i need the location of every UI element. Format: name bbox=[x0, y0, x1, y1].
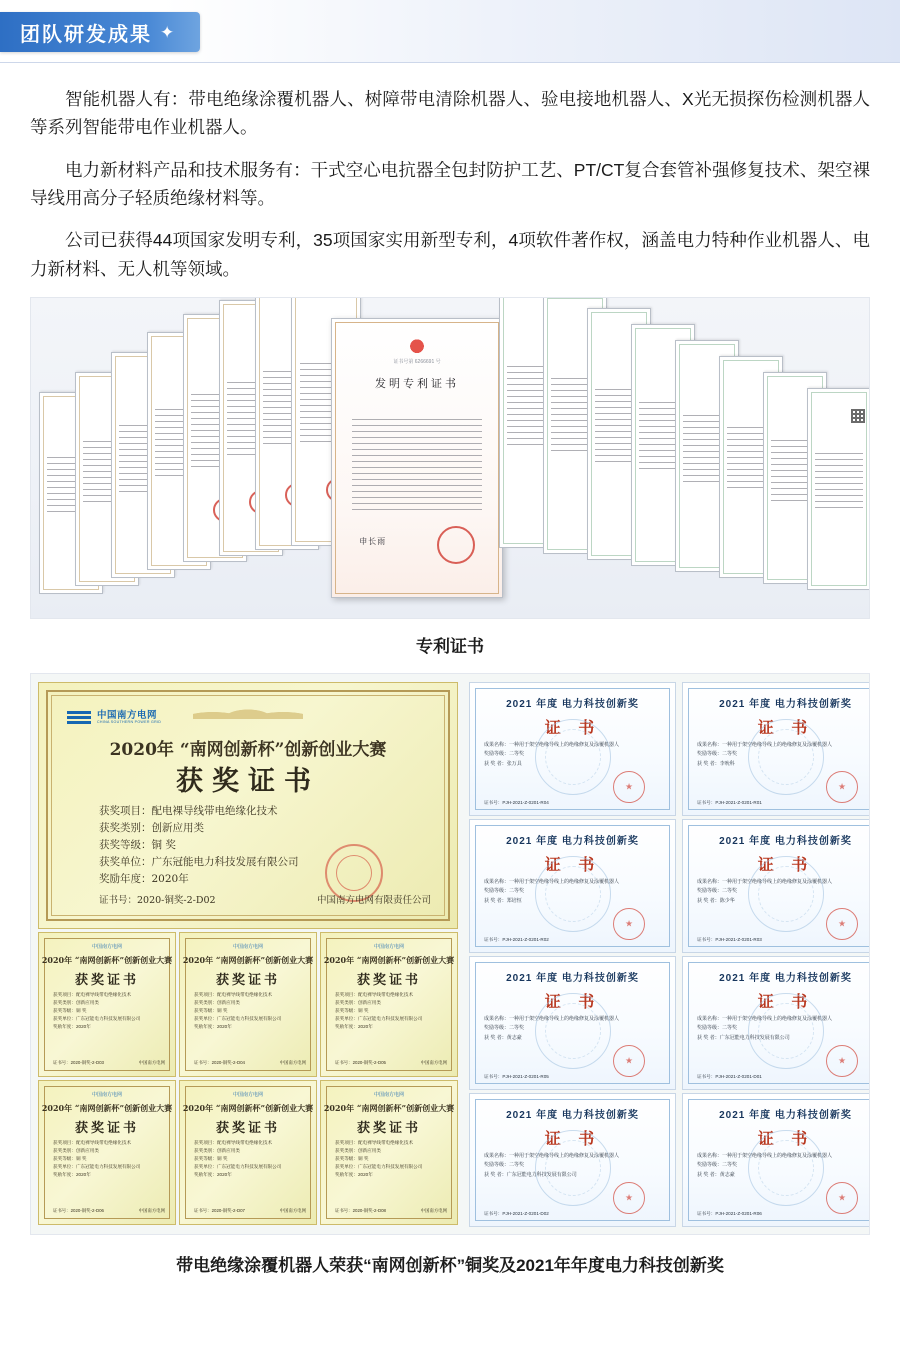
award-certificate-small bbox=[38, 1080, 176, 1225]
award-field-category: 获奖类别：创新应用类 bbox=[335, 1000, 381, 1006]
red-seal-icon bbox=[613, 1182, 645, 1214]
tech-award-fields bbox=[697, 1152, 832, 1180]
award-certificate-title: 获奖证书 bbox=[215, 1121, 280, 1137]
award-fields bbox=[99, 803, 299, 888]
tech-field-grade: 奖励等级：二等奖 bbox=[484, 1025, 525, 1032]
tech-award-title: 证 书 bbox=[544, 992, 601, 1012]
award-contest-name: 2020年 “南网创新杯”创新创业大赛 bbox=[109, 740, 387, 761]
tech-award-number: 证书号：PJH-2021-Z-0201-R04 bbox=[484, 800, 549, 806]
paragraph-patents-summary: 公司已获得44项国家发明专利，35项国家实用新型专利，4项软件著作权，涵盖电力特种作业机器人、电力新材料、无人机等领域。 bbox=[30, 230, 870, 279]
tech-field-recipient: 获 奖 者：陈少华 bbox=[697, 897, 735, 904]
award-certificate-title: 获奖证书 bbox=[356, 973, 421, 989]
award-field-unit: 获奖单位：广东冠能电力科技发展有限公司 bbox=[335, 1016, 423, 1022]
tech-award-header: 2021 年度 电力科技创新奖 bbox=[719, 836, 852, 848]
award-certificate-small bbox=[38, 932, 176, 1077]
award-cert-number: 证书号：2020-铜奖-2-D07 bbox=[194, 1208, 245, 1214]
award-field-grade: 获奖等级：铜 奖 bbox=[194, 1008, 228, 1014]
ornament-icon bbox=[193, 697, 303, 719]
page-header bbox=[0, 0, 900, 63]
tech-award-header: 2021 年度 电力科技创新奖 bbox=[506, 836, 639, 848]
tech-field-result: 成果名称：一种用于架空绝缘导线上的绝缘修复及涂覆机器人 bbox=[697, 742, 833, 749]
tech-field-result: 成果名称：一种用于架空绝缘导线上的绝缘修复及涂覆机器人 bbox=[697, 1016, 833, 1023]
award-field-grade: 获奖等级：铜 奖 bbox=[335, 1156, 369, 1162]
award-field-category: 获奖类别：创新应用类 bbox=[53, 1000, 99, 1006]
award-field-category: 获奖类别：创新应用类 bbox=[194, 1000, 240, 1006]
award-field-grade: 获奖等级：铜 奖 bbox=[53, 1008, 87, 1014]
certificate-title: 发明专利证书 bbox=[375, 376, 459, 390]
tech-award-number: 证书号：PJH-2021-Z-0201-R01 bbox=[697, 800, 762, 806]
award-certificate-title: 获奖证书 bbox=[176, 766, 320, 798]
award-contest-name: 2020年 “南网创新杯”创新创业大赛 bbox=[41, 955, 173, 966]
tech-award-header: 2021 年度 电力科技创新奖 bbox=[506, 699, 639, 711]
award-field-project: 获奖项目：配电裸导线带电绝缘化技术 bbox=[194, 1140, 273, 1146]
award-contest-name: 2020年 “南网创新杯”创新创业大赛 bbox=[41, 1103, 173, 1114]
tech-award-number: 证书号：PJH-2021-Z-0201-R06 bbox=[697, 1211, 762, 1217]
tech-award-certificate bbox=[469, 819, 676, 953]
tech-field-recipient: 获 奖 者：张万具 bbox=[484, 760, 522, 767]
award-cert-number: 证书号：2020-铜奖-2-D03 bbox=[53, 1060, 104, 1066]
tech-award-fields bbox=[697, 741, 832, 769]
award-fields bbox=[335, 991, 422, 1031]
award-issuer: 中国南方电网 bbox=[279, 1060, 306, 1066]
tech-award-header: 2021 年度 电力科技创新奖 bbox=[719, 1110, 852, 1122]
tech-award-title: 证 书 bbox=[757, 718, 814, 738]
tech-field-result: 成果名称：一种用于架空绝缘导线上的绝缘修复及涂覆机器人 bbox=[484, 742, 620, 749]
section-title-tab bbox=[0, 12, 200, 52]
tech-award-number: 证书号：PJH-2021-Z-0201-D02 bbox=[484, 1211, 549, 1217]
awards-certificates-image bbox=[30, 673, 870, 1235]
tech-award-fields bbox=[484, 741, 619, 769]
tech-field-recipient: 获 奖 者：郑培恒 bbox=[484, 897, 522, 904]
award-field-unit: 获奖单位：广东冠能电力科技发展有限公司 bbox=[53, 1164, 141, 1170]
brand-name-cn: 中国南方电网 bbox=[232, 944, 264, 951]
patent-certificate-main bbox=[331, 318, 503, 598]
paragraph-materials: 电力新材料产品和技术服务有：干式空心电抗器全包封防护工艺、PT/CT复合套管补强修复技术、架空裸导线用高分子轻质绝缘材料等。 bbox=[30, 159, 870, 209]
emblem-icon bbox=[405, 333, 429, 355]
red-seal-icon bbox=[613, 1045, 645, 1077]
tech-field-grade: 奖励等级：二等奖 bbox=[697, 1162, 738, 1169]
award-issuer: 中国南方电网 bbox=[138, 1060, 165, 1066]
tech-field-result: 成果名称：一种用于架空绝缘导线上的绝缘修复及涂覆机器人 bbox=[697, 879, 833, 886]
csg-logo bbox=[67, 711, 161, 725]
award-field-unit: 获奖单位：广东冠能电力科技发展有限公司 bbox=[194, 1016, 282, 1022]
tech-award-number: 证书号：PJH-2021-Z-0201-R03 bbox=[697, 937, 762, 943]
award-certificate-small bbox=[179, 932, 317, 1077]
award-field-project: 获奖项目：配电裸导线带电绝缘化技术 bbox=[335, 992, 414, 998]
award-fields bbox=[53, 1139, 140, 1179]
body-content bbox=[0, 63, 900, 283]
tech-award-title: 证 书 bbox=[544, 1129, 601, 1149]
award-field-year: 奖励年度：2020年 bbox=[53, 1024, 91, 1030]
tech-award-certificate bbox=[682, 956, 870, 1090]
tech-award-title: 证 书 bbox=[544, 718, 601, 738]
award-field-category: 获奖类别：创新应用类 bbox=[335, 1148, 381, 1154]
award-field-year: 奖励年度：2020年 bbox=[194, 1024, 232, 1030]
award-cert-number: 证书号：2020-铜奖-2-D06 bbox=[53, 1208, 104, 1214]
tech-field-recipient: 获 奖 者：李吮科 bbox=[697, 760, 735, 767]
signature-text: 申长雨 bbox=[359, 537, 387, 547]
award-field-project: 获奖项目：配电裸导线带电绝缘化技术 bbox=[53, 1140, 132, 1146]
tech-award-title: 证 书 bbox=[757, 855, 814, 875]
sparkle-icon: ✦ bbox=[160, 22, 175, 42]
tech-award-header: 2021 年度 电力科技创新奖 bbox=[719, 973, 852, 985]
tech-field-recipient: 获 奖 者：广东冠能电力科技发展有限公司 bbox=[697, 1034, 790, 1041]
red-seal-icon bbox=[826, 771, 858, 803]
tech-field-result: 成果名称：一种用于架空绝缘导线上的绝缘修复及涂覆机器人 bbox=[484, 1016, 620, 1023]
award-cert-number: 证书号：2020-铜奖-2-D04 bbox=[194, 1060, 245, 1066]
award-issuer: 中国南方电网 bbox=[138, 1208, 165, 1214]
tech-field-grade: 奖励等级：二等奖 bbox=[484, 751, 525, 758]
tech-field-grade: 奖励等级：二等奖 bbox=[484, 1162, 525, 1169]
award-certificate-title: 获奖证书 bbox=[356, 1121, 421, 1137]
award-field-year: 奖励年度：2020年 bbox=[53, 1172, 91, 1178]
award-cert-number: 证书号：2020-铜奖-2-D08 bbox=[335, 1208, 386, 1214]
tech-award-fields bbox=[484, 878, 619, 906]
award-field-unit: 获奖单位：广东冠能电力科技发展有限公司 bbox=[335, 1164, 423, 1170]
award-field-unit: 获奖单位：广东冠能电力科技发展有限公司 bbox=[99, 856, 299, 869]
brand-name-en: CHINA SOUTHERN POWER GRID bbox=[97, 720, 162, 725]
award-contest-name: 2020年 “南网创新杯”创新创业大赛 bbox=[182, 955, 314, 966]
certificate-number-label: 证书号第 6266691 号 bbox=[393, 358, 441, 365]
tech-award-number: 证书号：PJH-2021-Z-0201-R05 bbox=[484, 1074, 549, 1080]
tech-field-grade: 奖励等级：二等奖 bbox=[697, 1025, 738, 1032]
tech-award-certificate bbox=[682, 1093, 870, 1227]
award-fields bbox=[194, 1139, 281, 1179]
award-certificate-main bbox=[38, 682, 458, 929]
brand-name-cn: 中国南方电网 bbox=[97, 710, 158, 722]
award-cert-number: 证书号：2020-铜奖-2-D05 bbox=[335, 1060, 386, 1066]
award-field-category: 获奖类别：创新应用类 bbox=[53, 1148, 99, 1154]
award-certificate-small bbox=[320, 1080, 458, 1225]
award-field-grade: 获奖等级：铜 奖 bbox=[335, 1008, 369, 1014]
brand-name-cn: 中国南方电网 bbox=[91, 1092, 123, 1099]
award-field-project: 获奖项目：配电裸导线带电绝缘化技术 bbox=[99, 805, 278, 818]
tech-field-grade: 奖励等级：二等奖 bbox=[484, 888, 525, 895]
tech-field-result: 成果名称：一种用于架空绝缘导线上的绝缘修复及涂覆机器人 bbox=[697, 1153, 833, 1160]
award-cert-number: 证书号：2020-铜奖-2-D02 bbox=[99, 895, 216, 907]
red-seal-icon bbox=[613, 908, 645, 940]
award-field-project: 获奖项目：配电裸导线带电绝缘化技术 bbox=[335, 1140, 414, 1146]
award-certificate-small bbox=[179, 1080, 317, 1225]
patent-certificates-image bbox=[30, 297, 870, 619]
red-seal-icon bbox=[613, 771, 645, 803]
tech-award-certificate bbox=[682, 819, 870, 953]
award-field-year: 奖励年度：2020年 bbox=[194, 1172, 232, 1178]
brand-name-cn: 中国南方电网 bbox=[373, 1092, 405, 1099]
award-certificate-title: 获奖证书 bbox=[74, 1121, 139, 1137]
award-field-category: 获奖类别：创新应用类 bbox=[194, 1148, 240, 1154]
award-certificate-small bbox=[320, 932, 458, 1077]
tech-field-grade: 奖励等级：二等奖 bbox=[697, 888, 738, 895]
tech-award-fields bbox=[484, 1152, 619, 1180]
red-seal-icon bbox=[826, 1182, 858, 1214]
tech-award-certificate bbox=[469, 1093, 676, 1227]
patent-section-caption: 专利证书 bbox=[416, 637, 484, 657]
brand-name-cn: 中国南方电网 bbox=[232, 1092, 264, 1099]
award-issuer: 中国南方电网 bbox=[420, 1060, 447, 1066]
tech-field-recipient: 获 奖 者：黄志豪 bbox=[484, 1034, 522, 1041]
tech-field-grade: 奖励等级：二等奖 bbox=[697, 751, 738, 758]
award-contest-name: 2020年 “南网创新杯”创新创业大赛 bbox=[323, 955, 455, 966]
award-contest-name: 2020年 “南网创新杯”创新创业大赛 bbox=[323, 1103, 455, 1114]
page-title: 团队研发成果 bbox=[20, 23, 152, 46]
tech-award-title: 证 书 bbox=[757, 992, 814, 1012]
tech-field-recipient: 获 奖 者：广东冠能电力科技发展有限公司 bbox=[484, 1171, 577, 1178]
tech-award-certificate bbox=[469, 956, 676, 1090]
award-field-unit: 获奖单位：广东冠能电力科技发展有限公司 bbox=[194, 1164, 282, 1170]
award-field-year: 奖励年度：2020年 bbox=[99, 873, 189, 886]
tech-award-certificate bbox=[682, 682, 870, 816]
tech-field-result: 成果名称：一种用于架空绝缘导线上的绝缘修复及涂覆机器人 bbox=[484, 1153, 620, 1160]
patent-certificate-thumb bbox=[807, 388, 870, 590]
award-field-project: 获奖项目：配电裸导线带电绝缘化技术 bbox=[53, 992, 132, 998]
tech-award-fields bbox=[697, 1015, 832, 1043]
tech-field-result: 成果名称：一种用于架空绝缘导线上的绝缘修复及涂覆机器人 bbox=[484, 879, 620, 886]
tech-award-number: 证书号：PJH-2021-Z-0201-R02 bbox=[484, 937, 549, 943]
award-field-project: 获奖项目：配电裸导线带电绝缘化技术 bbox=[194, 992, 273, 998]
award-field-grade: 获奖等级：铜 奖 bbox=[99, 839, 176, 852]
brand-name-cn: 中国南方电网 bbox=[91, 944, 123, 951]
red-seal-icon bbox=[826, 1045, 858, 1077]
tech-award-header: 2021 年度 电力科技创新奖 bbox=[719, 699, 852, 711]
tech-award-number: 证书号：PJH-2021-Z-0201-D01 bbox=[697, 1074, 762, 1080]
awards-section-caption: 带电绝缘涂覆机器人荣获“南网创新杯”铜奖及2021年年度电力科技创新奖 bbox=[176, 1256, 724, 1276]
tech-award-title: 证 书 bbox=[544, 855, 601, 875]
award-fields bbox=[53, 991, 140, 1031]
tech-award-certificate bbox=[469, 682, 676, 816]
award-certificate-title: 获奖证书 bbox=[74, 973, 139, 989]
paragraph-robots: 智能机器人有：带电绝缘涂覆机器人、树障带电清除机器人、验电接地机器人、X光无损探伤检测机器人等系列智能带电作业机器人。 bbox=[30, 89, 870, 138]
award-fields bbox=[194, 991, 281, 1031]
tech-award-header: 2021 年度 电力科技创新奖 bbox=[506, 1110, 639, 1122]
award-issuer: 中国南方电网 bbox=[279, 1208, 306, 1214]
award-field-unit: 获奖单位：广东冠能电力科技发展有限公司 bbox=[53, 1016, 141, 1022]
tech-field-recipient: 获 奖 者：黄志豪 bbox=[697, 1171, 735, 1178]
award-field-grade: 获奖等级：铜 奖 bbox=[53, 1156, 87, 1162]
award-certificate-title: 获奖证书 bbox=[215, 973, 280, 989]
tech-award-fields bbox=[697, 878, 832, 906]
award-field-year: 奖励年度：2020年 bbox=[335, 1024, 373, 1030]
tech-award-header: 2021 年度 电力科技创新奖 bbox=[506, 973, 639, 985]
award-issuer: 中国南方电网 bbox=[420, 1208, 447, 1214]
tech-award-fields bbox=[484, 1015, 619, 1043]
award-field-year: 奖励年度：2020年 bbox=[335, 1172, 373, 1178]
grid-logo-icon bbox=[67, 711, 91, 724]
red-seal-icon bbox=[826, 908, 858, 940]
award-issuer: 中国南方电网有限责任公司 bbox=[316, 895, 431, 907]
award-fields bbox=[335, 1139, 422, 1179]
award-field-grade: 获奖等级：铜 奖 bbox=[194, 1156, 228, 1162]
tech-award-title: 证 书 bbox=[757, 1129, 814, 1149]
award-field-category: 获奖类别：创新应用类 bbox=[99, 822, 204, 835]
award-contest-name: 2020年 “南网创新杯”创新创业大赛 bbox=[182, 1103, 314, 1114]
brand-name-cn: 中国南方电网 bbox=[373, 944, 405, 951]
